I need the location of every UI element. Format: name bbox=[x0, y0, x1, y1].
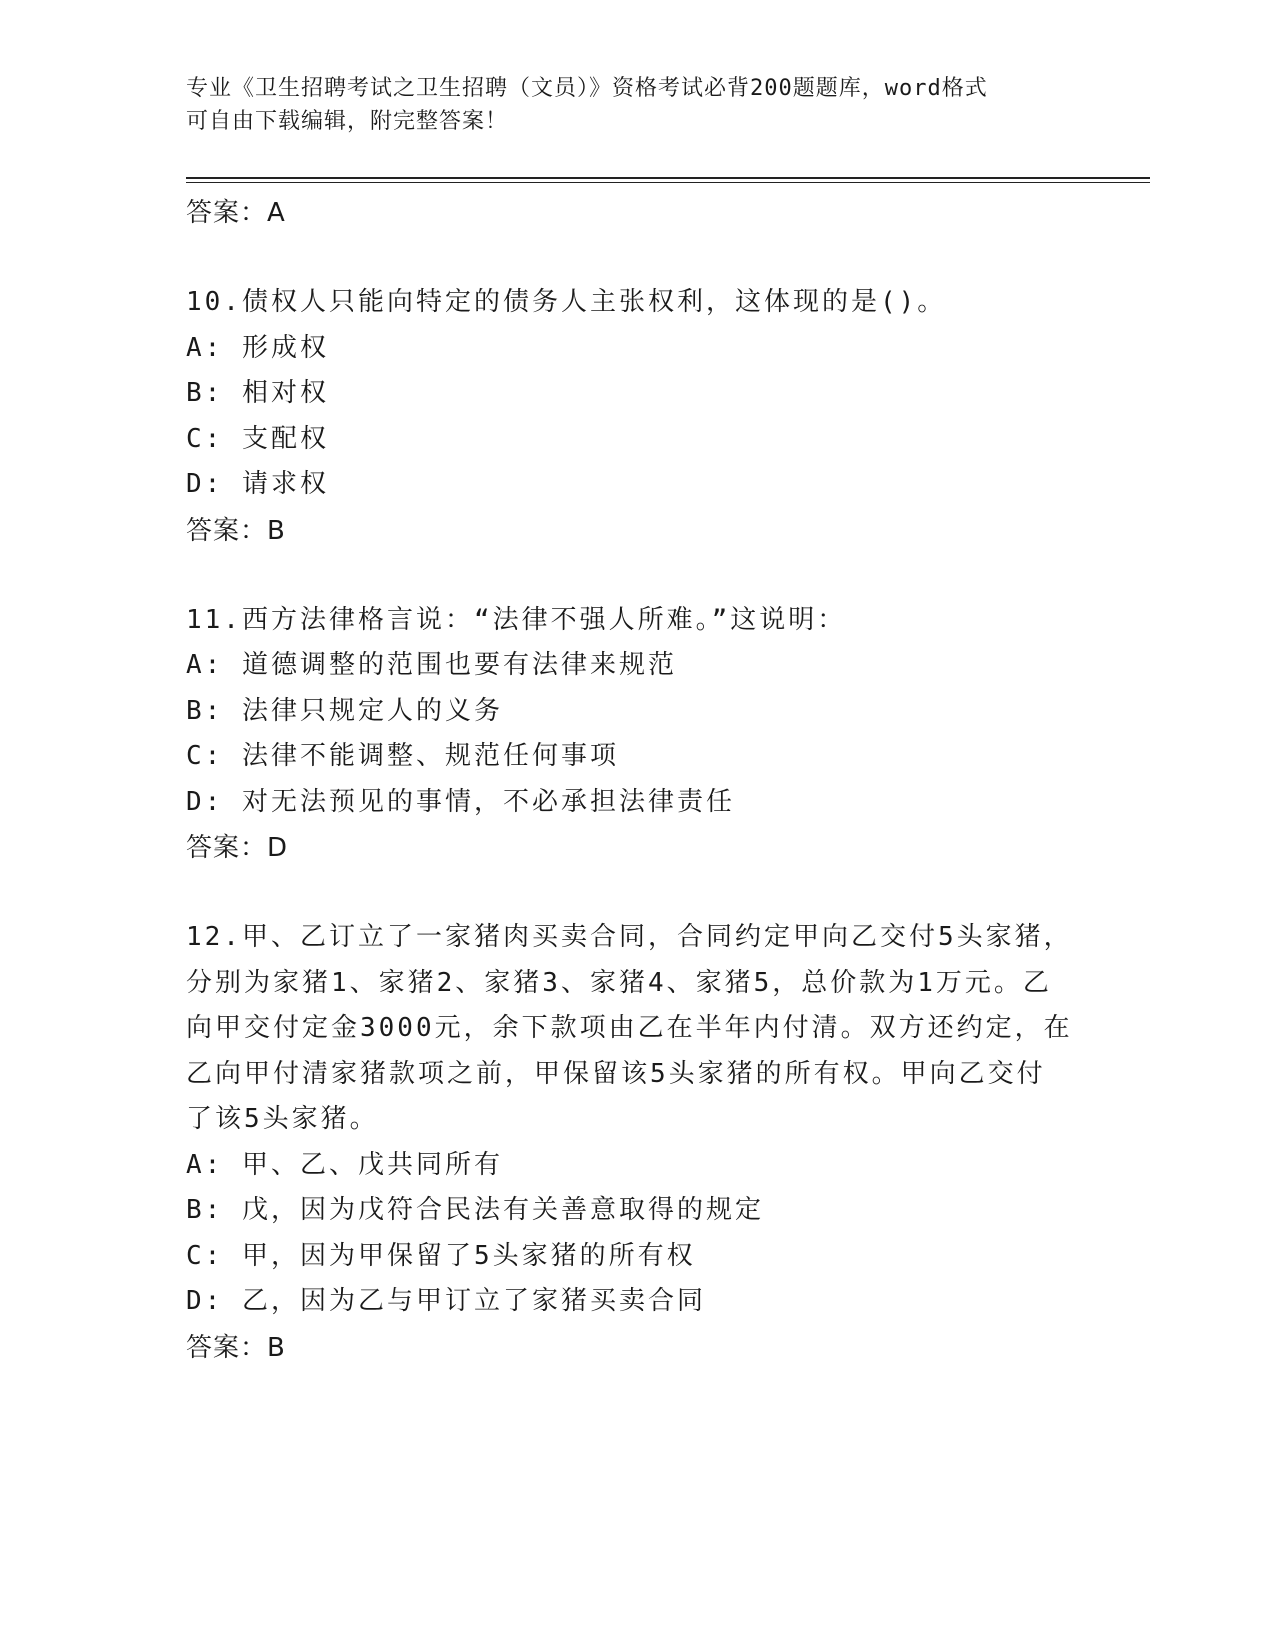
option-c: C: 甲，因为甲保留了5头家猪的所有权 bbox=[186, 1240, 696, 1271]
header-line-2: 可自由下载编辑，附完整答案！ bbox=[186, 109, 509, 134]
header-line-1: 专业《卫生招聘考试之卫生招聘（文员）》资格考试必背200题题库，word格式 bbox=[186, 76, 988, 101]
option-d: D: 乙，因为乙与甲订立了家猪买卖合同 bbox=[186, 1286, 706, 1316]
option-b: B: 相对权 bbox=[186, 378, 329, 408]
answer: 答案：B bbox=[186, 515, 286, 546]
header-divider-thin bbox=[186, 182, 1150, 183]
header-divider-thick bbox=[186, 177, 1150, 179]
previous-answer: 答案：A bbox=[186, 198, 286, 228]
option-b: B: 法律只规定人的义务 bbox=[186, 695, 503, 726]
option-b: B: 戊，因为戊符合民法有关善意取得的规定 bbox=[186, 1195, 764, 1225]
question-text-line-5: 了该5头家猪。 bbox=[186, 1104, 379, 1134]
option-c: C: 法律不能调整、规范任何事项 bbox=[186, 741, 619, 771]
question-11 bbox=[186, 598, 1086, 872]
question-text: 10.债权人只能向特定的债务人主张权利，这体现的是()。 bbox=[186, 287, 947, 317]
question-text-line-2: 分别为家猪1、家猪2、家猪3、家猪4、家猪5，总价款为1万元。乙 bbox=[186, 967, 1052, 998]
option-a: A: 形成权 bbox=[186, 332, 329, 363]
question-text-line-1: 12.甲、乙订立了一家猪肉买卖合同，合同约定甲向乙交付5头家猪， bbox=[186, 922, 1073, 952]
question-text-line-3: 向甲交付定金3000元，余下款项由乙在半年内付清。双方还约定，在 bbox=[186, 1013, 1073, 1043]
document-body bbox=[186, 190, 1086, 1371]
question-text: 11.西方法律格言说：“法律不强人所难。”这说明： bbox=[186, 604, 847, 635]
question-text-line-4: 乙向甲付清家猪款项之前，甲保留该5头家猪的所有权。甲向乙交付 bbox=[186, 1058, 1046, 1089]
document-header bbox=[186, 72, 1086, 138]
option-c: C: 支配权 bbox=[186, 423, 329, 454]
option-d: D: 请求权 bbox=[186, 469, 329, 499]
question-12 bbox=[186, 915, 1086, 1371]
answer: 答案：B bbox=[186, 1332, 286, 1363]
question-10 bbox=[186, 280, 1086, 554]
option-a: A: 道德调整的范围也要有法律来规范 bbox=[186, 650, 677, 680]
answer: 答案：D bbox=[186, 833, 289, 863]
option-a: A: 甲、乙、戊共同所有 bbox=[186, 1149, 503, 1180]
option-d: D: 对无法预见的事情，不必承担法律责任 bbox=[186, 786, 735, 817]
